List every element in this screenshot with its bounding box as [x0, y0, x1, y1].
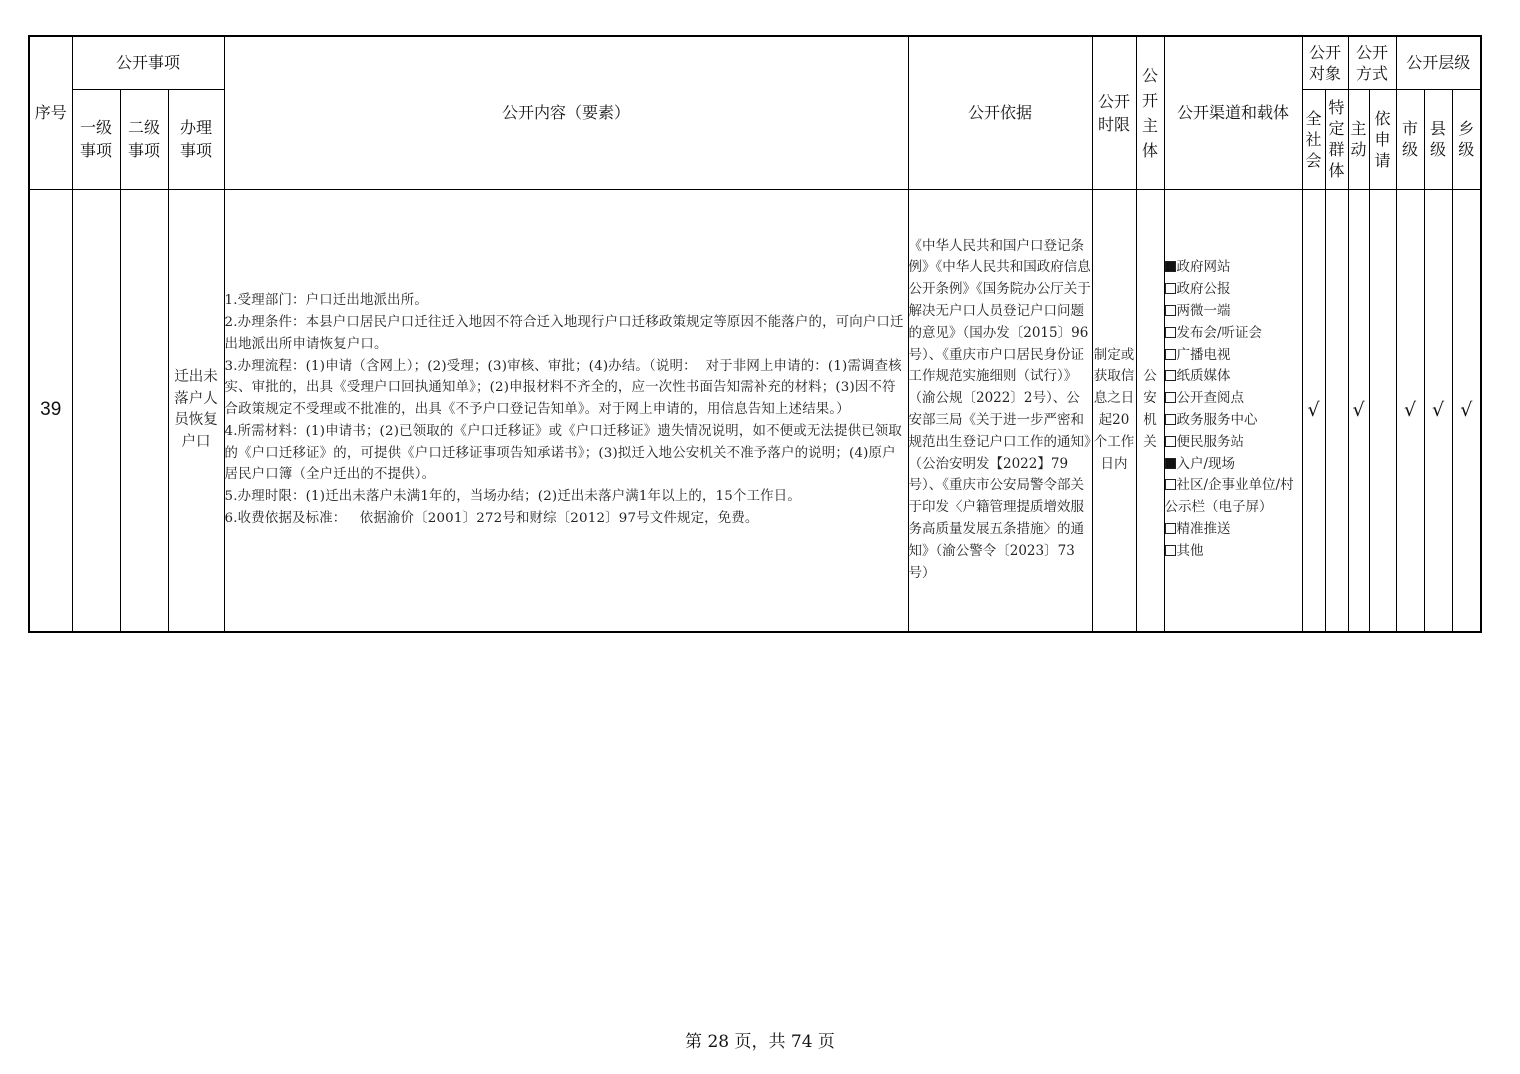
channel-label: 便民服务站 — [1176, 433, 1244, 450]
channel-item — [1165, 301, 1302, 323]
header-method: 公开方式 — [1348, 36, 1396, 89]
channel-label: 广播电视 — [1176, 346, 1231, 363]
channel-label: 公开查阅点 — [1176, 390, 1244, 407]
channel-item — [1165, 541, 1302, 563]
unchecked-box-icon — [1165, 414, 1176, 425]
channel-label: 其他 — [1176, 542, 1204, 559]
unchecked-box-icon — [1165, 545, 1176, 556]
header-level-county: 县级 — [1424, 89, 1452, 189]
header-row-top — [29, 36, 1481, 89]
cell-basis: 《中华人民共和国户口登记条例》《中华人民共和国政府信息公开条例》《国务院办公厅关于解决无户口人员登记户口问题的意见》（国办发〔2015〕96号）、《重庆市户口居民身份证工作规范实施细则（试行）》（渝公规〔2022〕2号）、公安部三局《关于进一步严密和规范出生登记户口工作的通知》（公治安明发【2022】79号）、《重庆市公安局警令部关于印发〈户籍管理提质增效服务高质量发展五条措施〉的通知》（渝公警令〔2023〕73号） — [908, 189, 1092, 632]
cell-seq: 39 — [29, 189, 72, 632]
cell-level1 — [72, 189, 120, 632]
channel-label: 政府公报 — [1176, 281, 1231, 298]
channel-label: 政府网站 — [1176, 259, 1231, 276]
channel-label: 政务服务中心 — [1176, 412, 1258, 428]
header-audience-specific: 特定群体 — [1325, 89, 1348, 189]
unchecked-box-icon — [1165, 283, 1176, 294]
unchecked-box-icon — [1165, 436, 1176, 447]
cell-handling: 迁出未落户人员恢复户口 — [168, 189, 224, 632]
cell-level2 — [120, 189, 168, 632]
header-basis: 公开依据 — [908, 36, 1092, 189]
unchecked-box-icon — [1165, 523, 1176, 534]
header-time-limit: 公开时限 — [1092, 36, 1136, 189]
unchecked-box-icon — [1165, 349, 1176, 360]
channel-item — [1165, 432, 1302, 454]
cell-content: 1.受理部门：户口迁出地派出所。 2.办理条件：本县户口居民户口迁往迁入地因不符合迁入地现行户口迁移政策规定等原因不能落户的，可向户口迁出地派出所申请恢复户口。 3.办理流程：(1)申请（含网上）；(2)受理；(3)审核、审批；(4)办结。（说明： 对于非网上申请的：(1)需调查核实、审批的，出具《受理户口回执通知单》；(2)申报材料不齐全的，应一次性书面告知需补充的材料；(3)因不符合政策规定不受理或不批准的，出具《不予户口登记告知单》。对于网上申请的，用信息告知上述结果。） 4.所需材料：(1)申请书；(2)已领取的《户口迁移证》或《户口迁移证》遗失情况说明，如不便或无法提供已领取的《户口迁移证》的，可提供《户口迁移证事项告知承诺书》；(3)拟迁入地公安机关不准予落户的说明；(4)原户居民户口簿（全户迁出的不提供）。 5.办理时限：(1)迁出未落户未满1年的，当场办结；(2)迁出未落户满1年以上的，15个工作日。 6.收费依据及标准： 依据渝价〔2001〕272号和财综〔2012〕97号文件规定，免费。 — [224, 189, 908, 632]
cell-level-county: √ — [1424, 189, 1452, 632]
cell-level-town: √ — [1452, 189, 1481, 632]
header-handling: 办理事项 — [168, 89, 224, 189]
checked-box-icon — [1165, 458, 1176, 469]
unchecked-box-icon — [1165, 305, 1176, 316]
channel-label: 发布会/听证会 — [1176, 324, 1263, 341]
channel-item — [1165, 410, 1302, 432]
unchecked-box-icon — [1165, 479, 1176, 490]
channel-item — [1165, 454, 1302, 476]
unchecked-box-icon — [1165, 392, 1176, 403]
channel-label: 社区/企事业单位/村公示栏（电子屏） — [1164, 477, 1294, 516]
channel-item — [1165, 388, 1302, 410]
channel-label: 纸质媒体 — [1176, 368, 1231, 385]
header-level-city: 市级 — [1396, 89, 1424, 189]
header-audience-all: 全社会 — [1302, 89, 1325, 189]
header-subject: 公开主体 — [1136, 36, 1164, 189]
cell-subject: 公安机关 — [1136, 189, 1164, 632]
header-content: 公开内容（要素） — [224, 36, 908, 189]
channel-item — [1165, 345, 1302, 367]
channel-label: 精准推送 — [1176, 520, 1231, 537]
cell-level-city: √ — [1396, 189, 1424, 632]
channel-label: 两微一端 — [1176, 303, 1231, 320]
header-level1: 一级事项 — [72, 89, 120, 189]
table-row — [29, 189, 1481, 632]
cell-time-limit: 制定或获取信息之日起20个工作日内 — [1092, 189, 1136, 632]
channel-label: 入户/现场 — [1176, 455, 1236, 472]
page-footer: 第 28 页，共 74 页 — [685, 1032, 835, 1052]
header-seq: 序号 — [29, 36, 72, 189]
header-public-items: 公开事项 — [72, 36, 224, 89]
unchecked-box-icon — [1165, 370, 1176, 381]
channel-item — [1165, 519, 1302, 541]
disclosure-table — [28, 35, 1482, 633]
cell-audience-all: √ — [1302, 189, 1325, 632]
checked-box-icon — [1165, 261, 1176, 272]
header-level2: 二级事项 — [120, 89, 168, 189]
cell-channels — [1164, 189, 1302, 632]
header-channels: 公开渠道和载体 — [1164, 36, 1302, 189]
channel-item — [1165, 279, 1302, 301]
channel-item — [1165, 366, 1302, 388]
header-level: 公开层级 — [1396, 36, 1481, 89]
channel-item — [1165, 475, 1302, 519]
cell-method-request — [1369, 189, 1396, 632]
channel-list — [1165, 257, 1302, 562]
header-level-town: 乡级 — [1452, 89, 1481, 189]
channel-item — [1165, 323, 1302, 345]
header-audience: 公开对象 — [1302, 36, 1348, 89]
header-method-active: 主动 — [1348, 89, 1369, 189]
unchecked-box-icon — [1165, 327, 1176, 338]
header-method-request: 依申请 — [1369, 89, 1396, 189]
cell-audience-specific — [1325, 189, 1348, 632]
cell-method-active: √ — [1348, 189, 1369, 632]
channel-item — [1165, 257, 1302, 279]
